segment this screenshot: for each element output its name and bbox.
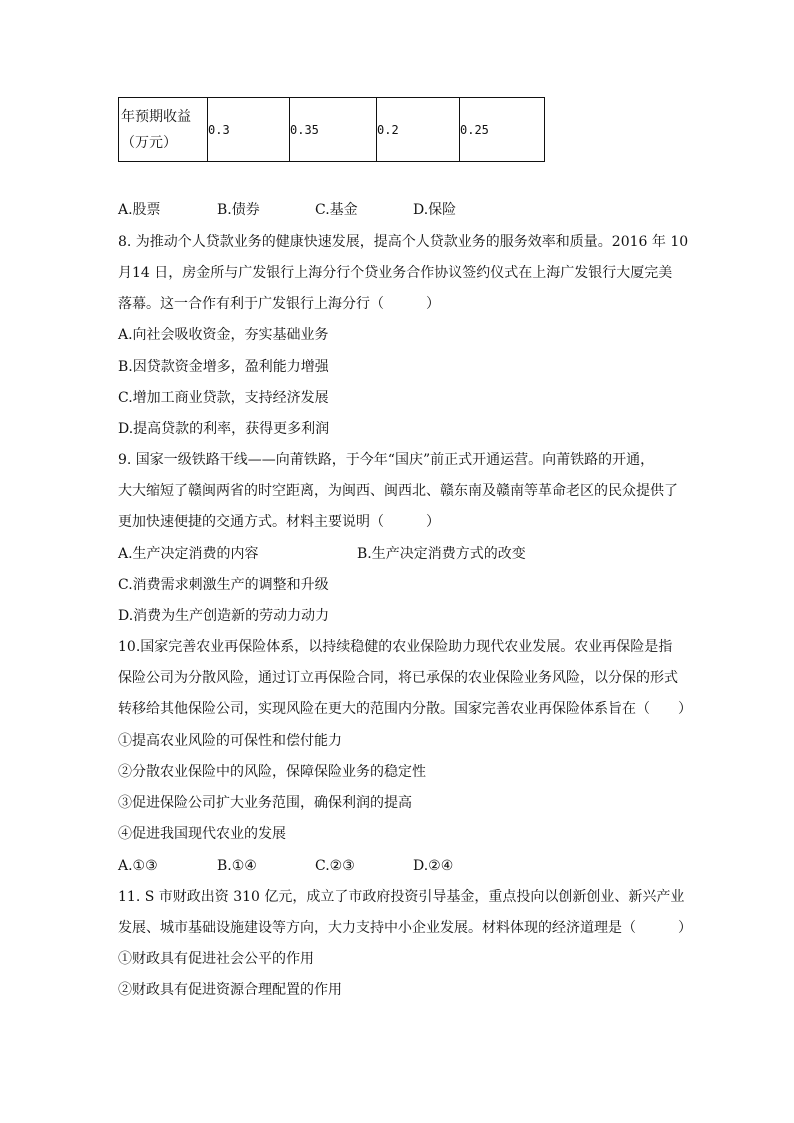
q7-option-d: D.保险 xyxy=(413,202,457,218)
q11-stem-line: 发展、城市基础设施建设等方向，大力支持中小企业发展。材料体现的经济道理是（ ） xyxy=(118,920,692,936)
q8-option-d: D.提高贷款的利率，获得更多利润 xyxy=(118,421,330,437)
q11-statement: ②财政具有促进资源合理配置的作用 xyxy=(118,982,342,998)
q10-statement: ①提高农业风险的可保性和偿付能力 xyxy=(118,733,342,749)
q10-option-b: B.①④ xyxy=(217,858,257,874)
q9-stem-line: 更加快速便捷的交通方式。材料主要说明（ ） xyxy=(118,514,440,530)
q7-option-b: B.债券 xyxy=(217,202,260,218)
table-cell: 0.2 xyxy=(377,98,460,162)
q10-statement: ③促进保险公司扩大业务范围，确保利润的提高 xyxy=(118,795,412,811)
q8-option-b: B.因贷款资金增多，盈利能力增强 xyxy=(118,359,329,375)
q10-stem-line: 保险公司为分散风险，通过订立再保险合同，将已承保的农业保险业务风险，以分保的形式 xyxy=(118,670,678,686)
q10-option-a: A.①③ xyxy=(118,858,158,874)
q11-stem-line: 11. S 市财政出资 310 亿元，成立了市政府投资引导基金，重点投向以创新创业、新兴产业 xyxy=(118,889,685,905)
table-cell: 0.35 xyxy=(290,98,377,162)
q9-stem-line: 9. 国家一级铁路干线——向莆铁路，于今年“国庆”前正式开通运营。向莆铁路的开通， xyxy=(118,452,655,468)
table-header-line: 年预期收益 xyxy=(121,108,191,125)
q9-option-c: C.消费需求刺激生产的调整和升级 xyxy=(118,577,329,593)
q11-statement: ①财政具有促进社会公平的作用 xyxy=(118,951,314,967)
q10-stem-line: 10.国家完善农业再保险体系，以持续稳健的农业保险助力现代农业发展。农业再保险是指 xyxy=(118,639,673,655)
table-header-cell xyxy=(119,98,208,162)
q9-option-d: D.消费为生产创造新的劳动力动力 xyxy=(118,608,330,624)
q8-option-a: A.向社会吸收资金，夯实基础业务 xyxy=(118,327,329,343)
q10-statement: ④促进我国现代农业的发展 xyxy=(118,826,286,842)
q8-stem-line: 月14 日，房金所与广发银行上海分行个贷业务合作协议签约仪式在上海广发银行大厦完美 xyxy=(118,265,673,281)
q7-option-c: C.基金 xyxy=(315,202,358,218)
q10-stem-line: 转移给其他保险公司，实现风险在更大的范围内分散。国家完善农业再保险体系旨在（ ） xyxy=(118,701,692,717)
q10-option-d: D.②④ xyxy=(413,858,454,874)
q10-option-c: C.②③ xyxy=(315,858,355,874)
q9-stem-line: 大大缩短了赣闽两省的时空距离，为闽西、闽西北、赣东南及赣南等革命老区的民众提供了 xyxy=(118,483,678,499)
table-header-line: （万元） xyxy=(121,134,177,151)
q7-option-a: A.股票 xyxy=(118,202,161,218)
table-row xyxy=(119,98,545,162)
q8-stem-line: 落幕。这一合作有利于广发银行上海分行（ ） xyxy=(118,296,440,312)
q9-option-b: B.生产决定消费方式的改变 xyxy=(357,546,526,562)
table-cell: 0.3 xyxy=(208,98,290,162)
q8-option-c: C.增加工商业贷款，支持经济发展 xyxy=(118,390,329,406)
q8-stem-line: 8. 为推动个人贷款业务的健康快速发展，提高个人贷款业务的服务效率和质量。2016 年 10 xyxy=(118,234,689,250)
q9-option-a: A.生产决定消费的内容 xyxy=(118,546,259,562)
table-cell: 0.25 xyxy=(460,98,545,162)
investment-return-table xyxy=(118,97,545,162)
q10-statement: ②分散农业保险中的风险，保障保险业务的稳定性 xyxy=(118,764,426,780)
